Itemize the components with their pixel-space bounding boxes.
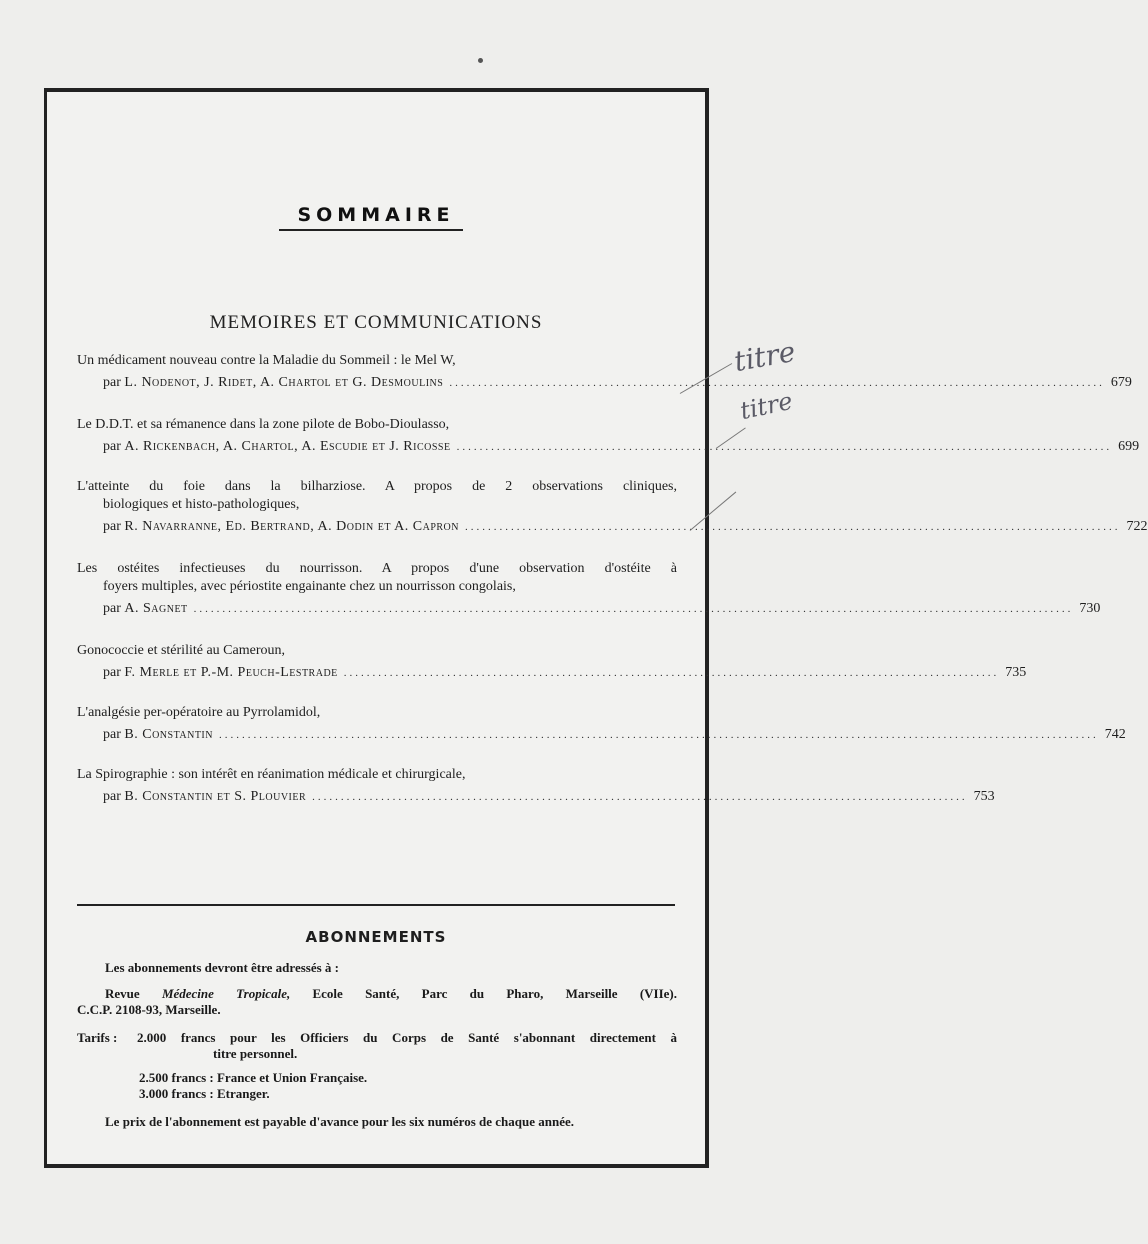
entry-authors: L. Nodenot, J. Ridet, A. Chartol et G. Desmoulins (124, 375, 444, 390)
by-prefix: par (103, 439, 121, 454)
by-prefix: par (103, 519, 121, 534)
payment-note: Le prix de l'abonnement est payable d'avance pour les six numéros de chaque année. (105, 1114, 574, 1129)
subscriptions-heading: ABONNEMENTS (305, 928, 447, 946)
by-prefix: par (103, 789, 121, 804)
subscriptions-tarifs (77, 1030, 677, 1102)
address-rest: Ecole Santé, Parc du Pharo, Marseille (VIIe). (312, 986, 678, 1001)
entry-title: Le D.D.T. et sa rémanence dans la zone pilote de Bobo-Dioulasso, (77, 417, 450, 432)
page-number: 735 (1005, 665, 1027, 680)
address-prefix: Revue (105, 986, 140, 1001)
entry-byline (77, 600, 1101, 618)
entry-authors: A. Rickenbach, A. Chartol, A. Escudie et J. Ricosse (124, 439, 451, 454)
entry-byline (77, 726, 1126, 744)
tarif-1: 2.000 francs pour les Officiers du Corps de Santé s'abonnant directement à (137, 1030, 677, 1045)
toc-entry (77, 766, 995, 806)
entry-title: L'atteinte du foie dans la bilharziose. A propos de 2 observations cliniques, (77, 479, 677, 494)
entry-title-cont: foyers multiples, avec périostite engainante chez un nourrisson congolais, (103, 579, 516, 594)
address-line (77, 986, 677, 1002)
page-number: 742 (1104, 727, 1126, 742)
by-prefix: par (103, 665, 121, 680)
leader-dots: ......................................................................................................................................................... (193, 603, 1074, 615)
entry-byline (77, 438, 1140, 456)
section-divider (77, 904, 675, 906)
entry-title: L'analgésie per-opératoire au Pyrrolamidol, (77, 705, 321, 720)
toc-entry (77, 704, 1126, 744)
entry-byline (77, 788, 995, 806)
toc-entry (77, 642, 1027, 682)
entry-byline (77, 518, 1148, 536)
page-number: 730 (1079, 601, 1101, 616)
leader-dots: .................................................................................................................. (343, 667, 1000, 679)
toc-entry (77, 478, 1148, 536)
entry-title-cont: biologiques et histo-pathologiques, (103, 497, 300, 512)
handwritten-note: titre (737, 386, 795, 426)
handwritten-note: titre (731, 334, 798, 379)
tarif-3: 3.000 francs : Etranger. (139, 1086, 270, 1101)
entry-authors: B. Constantin (124, 727, 213, 742)
ccp-line: C.C.P. 2108-93, Marseille. (77, 1002, 221, 1017)
entry-authors: F. Merle et P.-M. Peuch-Lestrade (124, 665, 338, 680)
entry-byline (77, 664, 1027, 682)
page-number: 722 (1126, 519, 1148, 534)
entry-title: Un médicament nouveau contre la Maladie du Sommeil : le Mel W, (77, 353, 456, 368)
toc-entry (77, 416, 1140, 456)
section-heading: MEMOIRES ET COMMUNICATIONS (209, 312, 543, 333)
entry-title: Gonococcie et stérilité au Cameroun, (77, 643, 285, 658)
intro-text: Les abonnements devront être adressés à : (105, 960, 339, 975)
page-number: 679 (1110, 375, 1132, 390)
page-title: SOMMAIRE (297, 204, 455, 226)
entry-title: Les ostéites infectieuses du nourrisson. A propos d'une observation d'ostéite à (77, 561, 677, 576)
leader-dots: .................................................................................................................. (312, 791, 968, 803)
leader-dots: ......................................................................................................................................................... (218, 729, 1099, 741)
leader-dots: .................................................................................................................. (465, 521, 1121, 533)
entry-authors: A. Sagnet (124, 601, 188, 616)
contents-frame (44, 88, 1148, 1168)
subscriptions-address (77, 986, 677, 1018)
entry-authors: B. Constantin et S. Plouvier (124, 789, 307, 804)
tarifs-label: Tarifs : (77, 1030, 118, 1045)
by-prefix: par (103, 727, 121, 742)
leader-dots: .................................................................................................................. (456, 441, 1113, 453)
subscriptions-intro (77, 960, 677, 976)
entry-byline (77, 374, 1132, 392)
tarif-1-cont: titre personnel. (213, 1046, 298, 1061)
by-prefix: par (103, 601, 121, 616)
speck (478, 58, 483, 63)
journal-name: Médecine Tropicale, (161, 986, 291, 1001)
tarif-2: 2.500 francs : France et Union Française. (139, 1070, 368, 1085)
title-underline (279, 229, 463, 231)
tarif-row (77, 1030, 677, 1046)
page-number: 753 (973, 789, 995, 804)
entry-authors: R. Navarranne, Ed. Bertrand, A. Dodin et A. Capron (124, 519, 460, 534)
page-number: 699 (1118, 439, 1140, 454)
entry-title: La Spirographie : son intérêt en réanimation médicale et chirurgicale, (77, 767, 466, 782)
toc-entry (77, 560, 1101, 618)
by-prefix: par (103, 375, 121, 390)
leader-dots: .................................................................................................................. (449, 377, 1105, 389)
